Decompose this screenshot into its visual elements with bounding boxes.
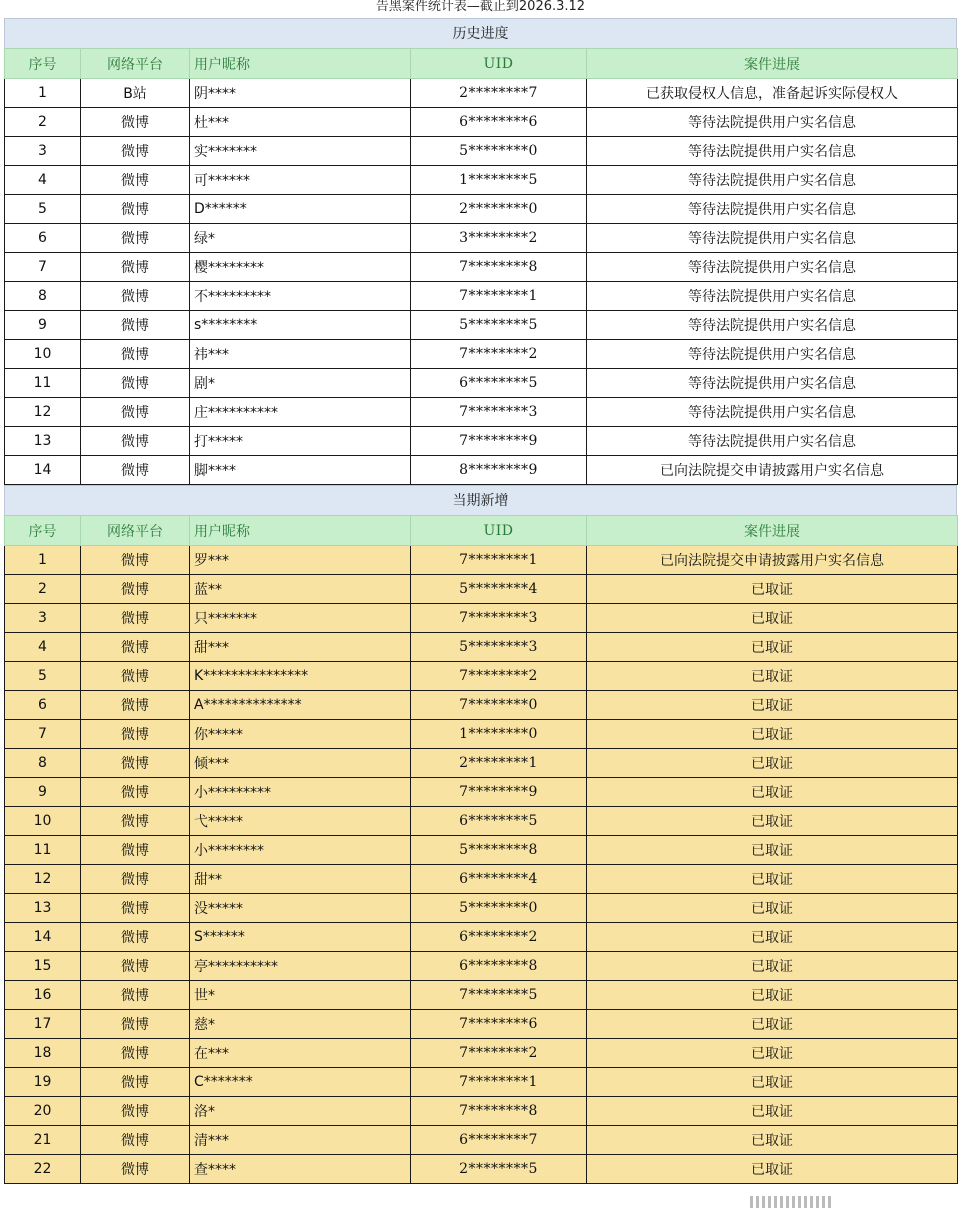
uid-cell[interactable]: 5********8 bbox=[411, 836, 587, 865]
nickname-cell[interactable]: 亭********** bbox=[190, 952, 411, 981]
nickname-cell[interactable]: 甜*** bbox=[190, 633, 411, 662]
progress-cell[interactable]: 已取证 bbox=[587, 720, 958, 749]
serial-number-cell[interactable]: 18 bbox=[5, 1039, 81, 1068]
table-row bbox=[5, 604, 958, 633]
table-row bbox=[5, 981, 958, 1010]
platform-cell[interactable]: 微博 bbox=[81, 691, 190, 720]
uid-cell[interactable]: 7********9 bbox=[411, 427, 587, 456]
nickname-cell[interactable]: 你***** bbox=[190, 720, 411, 749]
nickname-cell[interactable]: 世* bbox=[190, 981, 411, 1010]
serial-number-cell[interactable]: 1 bbox=[5, 79, 81, 108]
watermark-mark bbox=[780, 1196, 783, 1208]
column-header[interactable]: 案件进展 bbox=[587, 516, 958, 546]
uid-cell[interactable]: 7********5 bbox=[411, 981, 587, 1010]
progress-cell[interactable]: 已取证 bbox=[587, 836, 958, 865]
table-row bbox=[5, 836, 958, 865]
case-statistics-sheet bbox=[4, 0, 957, 1184]
progress-cell[interactable]: 已取证 bbox=[587, 923, 958, 952]
watermark-overlay bbox=[680, 1190, 870, 1210]
serial-number-cell[interactable]: 14 bbox=[5, 456, 81, 485]
uid-cell[interactable]: 7********0 bbox=[411, 691, 587, 720]
platform-cell[interactable]: 微博 bbox=[81, 778, 190, 807]
nickname-cell[interactable]: 剧* bbox=[190, 369, 411, 398]
table-row bbox=[5, 691, 958, 720]
uid-cell[interactable]: 6********7 bbox=[411, 1126, 587, 1155]
platform-cell[interactable]: 微博 bbox=[81, 137, 190, 166]
table-row bbox=[5, 1039, 958, 1068]
table-row bbox=[5, 633, 958, 662]
uid-cell[interactable]: 5********0 bbox=[411, 894, 587, 923]
serial-number-cell[interactable]: 2 bbox=[5, 108, 81, 137]
nickname-cell[interactable]: S****** bbox=[190, 923, 411, 952]
uid-cell[interactable]: 2********7 bbox=[411, 79, 587, 108]
platform-cell[interactable]: 微博 bbox=[81, 923, 190, 952]
progress-cell[interactable]: 等待法院提供用户实名信息 bbox=[587, 253, 958, 282]
progress-cell[interactable]: 已取证 bbox=[587, 1068, 958, 1097]
uid-cell[interactable]: 7********8 bbox=[411, 1097, 587, 1126]
serial-number-cell[interactable]: 11 bbox=[5, 369, 81, 398]
uid-cell[interactable]: 7********8 bbox=[411, 253, 587, 282]
progress-cell[interactable]: 已取证 bbox=[587, 633, 958, 662]
uid-cell[interactable]: 8********9 bbox=[411, 456, 587, 485]
watermark-mark bbox=[756, 1196, 759, 1208]
uid-cell[interactable]: 7********1 bbox=[411, 1068, 587, 1097]
uid-cell[interactable]: 1********0 bbox=[411, 720, 587, 749]
table-row bbox=[5, 340, 958, 369]
nickname-cell[interactable]: K*************** bbox=[190, 662, 411, 691]
platform-cell[interactable]: 微博 bbox=[81, 224, 190, 253]
platform-cell[interactable]: 微博 bbox=[81, 1097, 190, 1126]
uid-cell[interactable]: 2********5 bbox=[411, 1155, 587, 1184]
platform-cell[interactable]: 微博 bbox=[81, 894, 190, 923]
column-header-row bbox=[5, 49, 958, 79]
table-row bbox=[5, 253, 958, 282]
progress-cell[interactable]: 等待法院提供用户实名信息 bbox=[587, 224, 958, 253]
table-row bbox=[5, 282, 958, 311]
table-row bbox=[5, 108, 958, 137]
watermark-mark bbox=[828, 1196, 831, 1208]
uid-cell[interactable]: 2********1 bbox=[411, 749, 587, 778]
progress-cell[interactable]: 已取证 bbox=[587, 1097, 958, 1126]
column-header[interactable]: 网络平台 bbox=[81, 516, 190, 546]
table-row bbox=[5, 720, 958, 749]
column-header[interactable]: UID bbox=[411, 516, 587, 546]
platform-cell[interactable]: 微博 bbox=[81, 662, 190, 691]
watermark-mark bbox=[786, 1196, 789, 1208]
progress-cell[interactable]: 已取证 bbox=[587, 1126, 958, 1155]
table-row bbox=[5, 807, 958, 836]
progress-cell[interactable]: 等待法院提供用户实名信息 bbox=[587, 369, 958, 398]
platform-cell[interactable]: 微博 bbox=[81, 282, 190, 311]
table-row bbox=[5, 79, 958, 108]
uid-cell[interactable]: 6********8 bbox=[411, 952, 587, 981]
column-header[interactable]: 用户昵称 bbox=[190, 49, 411, 79]
serial-number-cell[interactable]: 6 bbox=[5, 691, 81, 720]
progress-cell[interactable]: 等待法院提供用户实名信息 bbox=[587, 108, 958, 137]
watermark-mark bbox=[798, 1196, 801, 1208]
serial-number-cell[interactable]: 17 bbox=[5, 1010, 81, 1039]
progress-cell[interactable]: 已取证 bbox=[587, 894, 958, 923]
nickname-cell[interactable]: 洛* bbox=[190, 1097, 411, 1126]
serial-number-cell[interactable]: 12 bbox=[5, 865, 81, 894]
column-header[interactable]: 网络平台 bbox=[81, 49, 190, 79]
nickname-cell[interactable]: 罗*** bbox=[190, 546, 411, 575]
serial-number-cell[interactable]: 13 bbox=[5, 894, 81, 923]
nickname-cell[interactable]: 实******* bbox=[190, 137, 411, 166]
uid-cell[interactable]: 6********4 bbox=[411, 865, 587, 894]
nickname-cell[interactable]: 杜*** bbox=[190, 108, 411, 137]
progress-cell[interactable]: 等待法院提供用户实名信息 bbox=[587, 282, 958, 311]
serial-number-cell[interactable]: 9 bbox=[5, 778, 81, 807]
progress-cell[interactable]: 已取证 bbox=[587, 778, 958, 807]
nickname-cell[interactable]: 甜** bbox=[190, 865, 411, 894]
serial-number-cell[interactable]: 5 bbox=[5, 195, 81, 224]
platform-cell[interactable]: 微博 bbox=[81, 981, 190, 1010]
nickname-cell[interactable]: D****** bbox=[190, 195, 411, 224]
platform-cell[interactable]: 微博 bbox=[81, 1039, 190, 1068]
table-row bbox=[5, 662, 958, 691]
platform-cell[interactable]: 微博 bbox=[81, 253, 190, 282]
serial-number-cell[interactable]: 7 bbox=[5, 720, 81, 749]
uid-cell[interactable]: 7********3 bbox=[411, 604, 587, 633]
table-row bbox=[5, 546, 958, 575]
platform-cell[interactable]: 微博 bbox=[81, 108, 190, 137]
serial-number-cell[interactable]: 10 bbox=[5, 340, 81, 369]
table-row bbox=[5, 369, 958, 398]
section-header: 当期新增 bbox=[4, 485, 957, 515]
nickname-cell[interactable]: 只******* bbox=[190, 604, 411, 633]
table-row bbox=[5, 1010, 958, 1039]
progress-cell[interactable]: 已取证 bbox=[587, 865, 958, 894]
serial-number-cell[interactable]: 16 bbox=[5, 981, 81, 1010]
platform-cell[interactable]: 微博 bbox=[81, 311, 190, 340]
platform-cell[interactable]: 微博 bbox=[81, 195, 190, 224]
nickname-cell[interactable]: C******* bbox=[190, 1068, 411, 1097]
progress-cell[interactable]: 已取证 bbox=[587, 662, 958, 691]
table-row bbox=[5, 894, 958, 923]
table-row bbox=[5, 1068, 958, 1097]
uid-cell[interactable]: 3********2 bbox=[411, 224, 587, 253]
serial-number-cell[interactable]: 8 bbox=[5, 749, 81, 778]
progress-cell[interactable]: 等待法院提供用户实名信息 bbox=[587, 398, 958, 427]
serial-number-cell[interactable]: 21 bbox=[5, 1126, 81, 1155]
serial-number-cell[interactable]: 12 bbox=[5, 398, 81, 427]
serial-number-cell[interactable]: 4 bbox=[5, 633, 81, 662]
column-header[interactable]: UID bbox=[411, 49, 587, 79]
platform-cell[interactable]: 微博 bbox=[81, 575, 190, 604]
serial-number-cell[interactable]: 11 bbox=[5, 836, 81, 865]
nickname-cell[interactable]: s******** bbox=[190, 311, 411, 340]
platform-cell[interactable]: 微博 bbox=[81, 720, 190, 749]
platform-cell[interactable]: 微博 bbox=[81, 1068, 190, 1097]
platform-cell[interactable]: 微博 bbox=[81, 166, 190, 195]
progress-cell[interactable]: 等待法院提供用户实名信息 bbox=[587, 137, 958, 166]
progress-cell[interactable]: 等待法院提供用户实名信息 bbox=[587, 195, 958, 224]
uid-cell[interactable]: 6********5 bbox=[411, 369, 587, 398]
uid-cell[interactable]: 7********2 bbox=[411, 662, 587, 691]
progress-cell[interactable]: 已取证 bbox=[587, 604, 958, 633]
nickname-cell[interactable]: 绿* bbox=[190, 224, 411, 253]
table-row bbox=[5, 865, 958, 894]
progress-cell[interactable]: 已取证 bbox=[587, 981, 958, 1010]
serial-number-cell[interactable]: 5 bbox=[5, 662, 81, 691]
progress-cell[interactable]: 已获取侵权人信息，准备起诉实际侵权人 bbox=[587, 79, 958, 108]
watermark-mark bbox=[792, 1196, 795, 1208]
column-header[interactable]: 序号 bbox=[5, 49, 81, 79]
platform-cell[interactable]: 微博 bbox=[81, 865, 190, 894]
uid-cell[interactable]: 1********5 bbox=[411, 166, 587, 195]
table-row bbox=[5, 1126, 958, 1155]
watermark-mark bbox=[774, 1196, 777, 1208]
table-row bbox=[5, 398, 958, 427]
uid-cell[interactable]: 6********6 bbox=[411, 108, 587, 137]
nickname-cell[interactable]: 阴**** bbox=[190, 79, 411, 108]
watermark-mark bbox=[822, 1196, 825, 1208]
progress-cell[interactable]: 已向法院提交申请披露用户实名信息 bbox=[587, 456, 958, 485]
serial-number-cell[interactable]: 20 bbox=[5, 1097, 81, 1126]
platform-cell[interactable]: 微博 bbox=[81, 369, 190, 398]
uid-cell[interactable]: 6********2 bbox=[411, 923, 587, 952]
nickname-cell[interactable]: 在*** bbox=[190, 1039, 411, 1068]
progress-cell[interactable]: 已取证 bbox=[587, 1010, 958, 1039]
uid-cell[interactable]: 7********1 bbox=[411, 282, 587, 311]
uid-cell[interactable]: 7********2 bbox=[411, 1039, 587, 1068]
uid-cell[interactable]: 5********0 bbox=[411, 137, 587, 166]
watermark-mark bbox=[762, 1196, 765, 1208]
platform-cell[interactable]: 微博 bbox=[81, 1126, 190, 1155]
nickname-cell[interactable]: 脚**** bbox=[190, 456, 411, 485]
serial-number-cell[interactable]: 19 bbox=[5, 1068, 81, 1097]
serial-number-cell[interactable]: 22 bbox=[5, 1155, 81, 1184]
progress-cell[interactable]: 已向法院提交申请披露用户实名信息 bbox=[587, 546, 958, 575]
serial-number-cell[interactable]: 15 bbox=[5, 952, 81, 981]
uid-cell[interactable]: 5********5 bbox=[411, 311, 587, 340]
platform-cell[interactable]: 微博 bbox=[81, 807, 190, 836]
section-header: 历史进度 bbox=[4, 18, 957, 48]
nickname-cell[interactable]: 蓝** bbox=[190, 575, 411, 604]
nickname-cell[interactable]: 慈* bbox=[190, 1010, 411, 1039]
nickname-cell[interactable]: 小********* bbox=[190, 778, 411, 807]
case-table bbox=[4, 515, 958, 1184]
progress-cell[interactable]: 已取证 bbox=[587, 575, 958, 604]
nickname-cell[interactable]: 小******** bbox=[190, 836, 411, 865]
uid-cell[interactable]: 7********6 bbox=[411, 1010, 587, 1039]
uid-cell[interactable]: 2********0 bbox=[411, 195, 587, 224]
serial-number-cell[interactable]: 8 bbox=[5, 282, 81, 311]
uid-cell[interactable]: 7********9 bbox=[411, 778, 587, 807]
table-row bbox=[5, 952, 958, 981]
uid-cell[interactable]: 7********2 bbox=[411, 340, 587, 369]
progress-cell[interactable]: 已取证 bbox=[587, 749, 958, 778]
watermark-mark bbox=[804, 1196, 807, 1208]
progress-cell[interactable]: 已取证 bbox=[587, 1155, 958, 1184]
table-row bbox=[5, 456, 958, 485]
platform-cell[interactable]: B站 bbox=[81, 79, 190, 108]
platform-cell[interactable]: 微博 bbox=[81, 749, 190, 778]
progress-cell[interactable]: 等待法院提供用户实名信息 bbox=[587, 166, 958, 195]
table-row bbox=[5, 224, 958, 253]
platform-cell[interactable]: 微博 bbox=[81, 398, 190, 427]
table-row bbox=[5, 923, 958, 952]
uid-cell[interactable]: 7********3 bbox=[411, 398, 587, 427]
watermark-mark bbox=[810, 1196, 813, 1208]
serial-number-cell[interactable]: 13 bbox=[5, 427, 81, 456]
platform-cell[interactable]: 微博 bbox=[81, 1155, 190, 1184]
column-header[interactable]: 案件进展 bbox=[587, 49, 958, 79]
progress-cell[interactable]: 等待法院提供用户实名信息 bbox=[587, 311, 958, 340]
column-header[interactable]: 序号 bbox=[5, 516, 81, 546]
nickname-cell[interactable]: 祎*** bbox=[190, 340, 411, 369]
serial-number-cell[interactable]: 6 bbox=[5, 224, 81, 253]
table-row bbox=[5, 427, 958, 456]
nickname-cell[interactable]: 樱******** bbox=[190, 253, 411, 282]
watermark-mark bbox=[750, 1196, 753, 1208]
watermark-mark bbox=[816, 1196, 819, 1208]
platform-cell[interactable]: 微博 bbox=[81, 952, 190, 981]
case-table bbox=[4, 48, 958, 485]
uid-cell[interactable]: 6********5 bbox=[411, 807, 587, 836]
serial-number-cell[interactable]: 9 bbox=[5, 311, 81, 340]
table-row bbox=[5, 166, 958, 195]
platform-cell[interactable]: 微博 bbox=[81, 633, 190, 662]
nickname-cell[interactable]: A************** bbox=[190, 691, 411, 720]
serial-number-cell[interactable]: 3 bbox=[5, 604, 81, 633]
serial-number-cell[interactable]: 7 bbox=[5, 253, 81, 282]
progress-cell[interactable]: 等待法院提供用户实名信息 bbox=[587, 340, 958, 369]
serial-number-cell[interactable]: 1 bbox=[5, 546, 81, 575]
nickname-cell[interactable]: 可****** bbox=[190, 166, 411, 195]
serial-number-cell[interactable]: 3 bbox=[5, 137, 81, 166]
platform-cell[interactable]: 微博 bbox=[81, 836, 190, 865]
progress-cell[interactable]: 已取证 bbox=[587, 807, 958, 836]
progress-cell[interactable]: 已取证 bbox=[587, 952, 958, 981]
nickname-cell[interactable]: 不********* bbox=[190, 282, 411, 311]
table-row bbox=[5, 137, 958, 166]
table-row bbox=[5, 195, 958, 224]
serial-number-cell[interactable]: 10 bbox=[5, 807, 81, 836]
table-row bbox=[5, 311, 958, 340]
platform-cell[interactable]: 微博 bbox=[81, 456, 190, 485]
sheet-title: 告黑案件统计表—截止到2026.3.12 bbox=[4, 0, 957, 18]
nickname-cell[interactable]: 庄********** bbox=[190, 398, 411, 427]
serial-number-cell[interactable]: 4 bbox=[5, 166, 81, 195]
nickname-cell[interactable]: 没***** bbox=[190, 894, 411, 923]
serial-number-cell[interactable]: 2 bbox=[5, 575, 81, 604]
table-row bbox=[5, 1097, 958, 1126]
uid-cell[interactable]: 5********3 bbox=[411, 633, 587, 662]
platform-cell[interactable]: 微博 bbox=[81, 340, 190, 369]
table-row bbox=[5, 575, 958, 604]
progress-cell[interactable]: 已取证 bbox=[587, 1039, 958, 1068]
table-row bbox=[5, 778, 958, 807]
progress-cell[interactable]: 等待法院提供用户实名信息 bbox=[587, 427, 958, 456]
column-header[interactable]: 用户昵称 bbox=[190, 516, 411, 546]
progress-cell[interactable]: 已取证 bbox=[587, 691, 958, 720]
platform-cell[interactable]: 微博 bbox=[81, 604, 190, 633]
platform-cell[interactable]: 微博 bbox=[81, 427, 190, 456]
uid-cell[interactable]: 7********1 bbox=[411, 546, 587, 575]
nickname-cell[interactable]: 弋***** bbox=[190, 807, 411, 836]
watermark-mark bbox=[768, 1196, 771, 1208]
platform-cell[interactable]: 微博 bbox=[81, 1010, 190, 1039]
serial-number-cell[interactable]: 14 bbox=[5, 923, 81, 952]
column-header-row bbox=[5, 516, 958, 546]
nickname-cell[interactable]: 查**** bbox=[190, 1155, 411, 1184]
nickname-cell[interactable]: 打***** bbox=[190, 427, 411, 456]
platform-cell[interactable]: 微博 bbox=[81, 546, 190, 575]
table-row bbox=[5, 1155, 958, 1184]
nickname-cell[interactable]: 清*** bbox=[190, 1126, 411, 1155]
nickname-cell[interactable]: 倾*** bbox=[190, 749, 411, 778]
table-row bbox=[5, 749, 958, 778]
uid-cell[interactable]: 5********4 bbox=[411, 575, 587, 604]
